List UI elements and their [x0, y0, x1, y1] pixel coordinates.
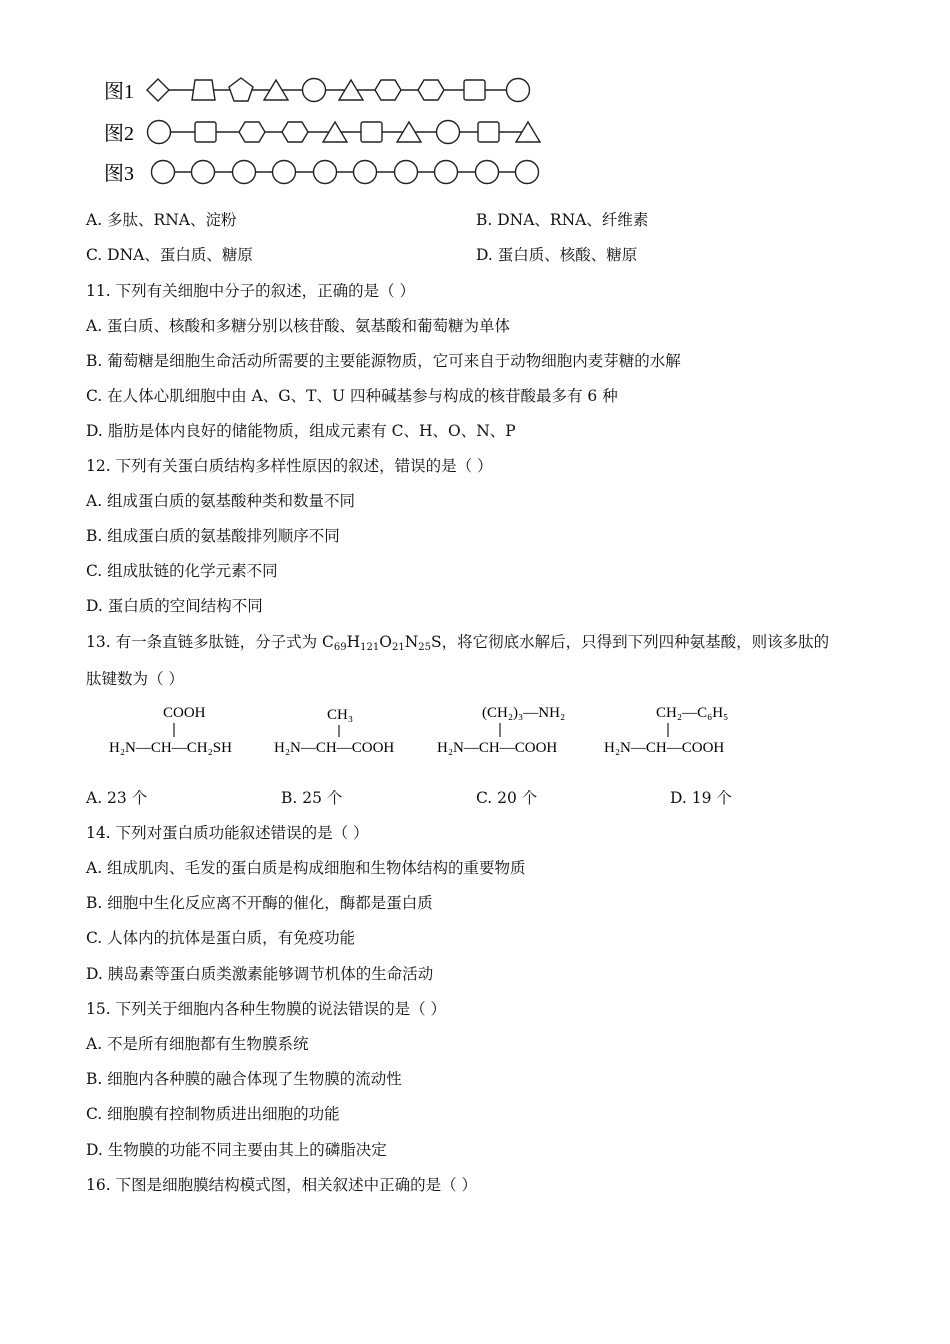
- q15-option-b[interactable]: B. 细胞内各种膜的融合体现了生物膜的流动性: [86, 1070, 402, 1088]
- circle-shape: [435, 161, 458, 184]
- hexagon-shape: [239, 122, 265, 142]
- q12-option-b[interactable]: B. 组成蛋白质的氨基酸排列顺序不同: [86, 527, 340, 545]
- q10-option-d[interactable]: D. 蛋白质、核酸、糖原: [476, 246, 638, 264]
- formula-element: H: [346, 633, 361, 651]
- q11-stem: 11. 下列有关细胞中分子的叙述，正确的是（ ）: [86, 282, 416, 300]
- q11-option-d[interactable]: D. 脂肪是体内良好的储能物质，组成元素有 C、H、O、N、P: [86, 422, 516, 440]
- q15-option-c[interactable]: C. 细胞膜有控制物质进出细胞的功能: [86, 1105, 340, 1123]
- circle-shape: [303, 79, 326, 102]
- q11-option-c[interactable]: C. 在人体心肌细胞中由 A、G、T、U 四种碱基参与构成的核苷酸最多有 6 种: [86, 387, 618, 405]
- aa4-backbone: H₂N—CH—COOH: [604, 740, 725, 756]
- q14-option-a[interactable]: A. 组成肌肉、毛发的蛋白质是构成细胞和生物体结构的重要物质: [86, 859, 526, 877]
- circle-shape: [233, 161, 256, 184]
- q13-option-c[interactable]: C. 20 个: [476, 789, 538, 807]
- hexagon-shape: [282, 122, 308, 142]
- figure-3: [104, 161, 539, 186]
- q13-stem-line2: 肽键数为（ ）: [86, 670, 184, 688]
- q14-option-b[interactable]: B. 细胞中生化反应离不开酶的催化，酶都是蛋白质: [86, 894, 433, 912]
- amino-acid-3: [437, 705, 565, 756]
- figure-2-label: 图2: [104, 123, 134, 145]
- hexagon-shape: [375, 80, 401, 100]
- amino-acid-structures: [0, 700, 950, 770]
- formula-subscript: 25: [418, 642, 431, 653]
- figure-2: [104, 121, 540, 146]
- figure-1-label: 图1: [104, 81, 134, 103]
- circle-shape: [476, 161, 499, 184]
- q11-option-a[interactable]: A. 蛋白质、核酸和多糖分别以核苷酸、氨基酸和葡萄糖为单体: [86, 317, 511, 335]
- q12-option-c[interactable]: C. 组成肽链的化学元素不同: [86, 562, 278, 580]
- aa2-side-group: CH₃: [327, 707, 354, 723]
- aa3-side-group: (CH₂)₃—NH₂: [482, 705, 566, 721]
- amino-acid-1: [109, 705, 232, 756]
- circle-shape: [152, 161, 175, 184]
- formula-element: C: [322, 633, 334, 651]
- q14-option-c[interactable]: C. 人体内的抗体是蛋白质，有免疫功能: [86, 929, 356, 947]
- circle-shape: [192, 161, 215, 184]
- formula-element: O: [379, 633, 392, 651]
- aa4-side-group: CH₂—C₆H₅: [656, 705, 729, 721]
- q12-stem: 12. 下列有关蛋白质结构多样性原因的叙述，错误的是（ ）: [86, 457, 493, 475]
- molecular-formula: [322, 633, 442, 651]
- q15-option-d[interactable]: D. 生物膜的功能不同主要由其上的磷脂决定: [86, 1141, 387, 1159]
- figure-3-label: 图3: [104, 163, 134, 185]
- square-shape: [361, 122, 382, 142]
- circle-shape: [314, 161, 337, 184]
- formula-subscript: 21: [391, 642, 405, 653]
- aa1-side-group: COOH: [163, 705, 206, 721]
- q15-stem: 15. 下列关于细胞内各种生物膜的说法错误的是（ ）: [86, 1000, 447, 1018]
- q10-option-b[interactable]: B. DNA、RNA、纤维素: [476, 211, 649, 229]
- diamond-shape: [147, 79, 169, 101]
- trapezoid-shape: [192, 80, 215, 100]
- formula-element: N: [404, 633, 419, 651]
- amino-acid-4: [604, 705, 728, 756]
- circle-shape: [354, 161, 377, 184]
- q10-option-c[interactable]: C. DNA、蛋白质、糖原: [86, 246, 253, 264]
- square-shape: [464, 80, 485, 100]
- aa2-backbone: H₂N—CH—COOH: [274, 740, 395, 756]
- q13-option-d[interactable]: D. 19 个: [670, 789, 732, 807]
- formula-subscript: 69: [333, 642, 347, 653]
- q13-stem-post: ，将它彻底水解后，只得到下列四种氨基酸，则该多肽的: [441, 633, 830, 651]
- aa1-backbone: H₂N—CH—CH₂SH: [109, 740, 232, 756]
- circle-shape: [437, 121, 460, 144]
- hexagon-shape: [418, 80, 444, 100]
- aa3-backbone: H₂N—CH—COOH: [437, 740, 558, 756]
- q10-option-a[interactable]: A. 多肽、RNA、淀粉: [86, 211, 237, 229]
- circle-shape: [395, 161, 418, 184]
- circle-shape: [148, 121, 171, 144]
- figure-1: [104, 78, 530, 103]
- q13-stem-pre: 13. 有一条直链多肽链，分子式为: [86, 633, 323, 651]
- pentagon-shape: [229, 78, 253, 101]
- formula-subscript: 121: [360, 642, 380, 653]
- circle-shape: [273, 161, 296, 184]
- square-shape: [478, 122, 499, 142]
- q11-option-b[interactable]: B. 葡萄糖是细胞生命活动所需要的主要能源物质，它可来自于动物细胞内麦芽糖的水解: [86, 352, 681, 370]
- q15-option-a[interactable]: A. 不是所有细胞都有生物膜系统: [86, 1035, 309, 1053]
- q16-stem: 16. 下图是细胞膜结构模式图，相关叙述中正确的是（ ）: [86, 1176, 478, 1194]
- circle-shape: [516, 161, 539, 184]
- q13-stem: [86, 632, 829, 658]
- q12-option-a[interactable]: A. 组成蛋白质的氨基酸种类和数量不同: [86, 492, 356, 510]
- q14-option-d[interactable]: D. 胰岛素等蛋白质类激素能够调节机体的生命活动: [86, 965, 434, 983]
- formula-element: S: [431, 633, 442, 651]
- q13-option-b[interactable]: B. 25 个: [281, 789, 343, 807]
- q12-option-d[interactable]: D. 蛋白质的空间结构不同: [86, 597, 263, 615]
- square-shape: [195, 122, 216, 142]
- amino-acid-2: [274, 707, 394, 756]
- monomer-chain-figures: [0, 68, 950, 268]
- q13-option-a[interactable]: A. 23 个: [86, 789, 148, 807]
- q14-stem: 14. 下列对蛋白质功能叙述错误的是（ ）: [86, 824, 369, 842]
- circle-shape: [507, 79, 530, 102]
